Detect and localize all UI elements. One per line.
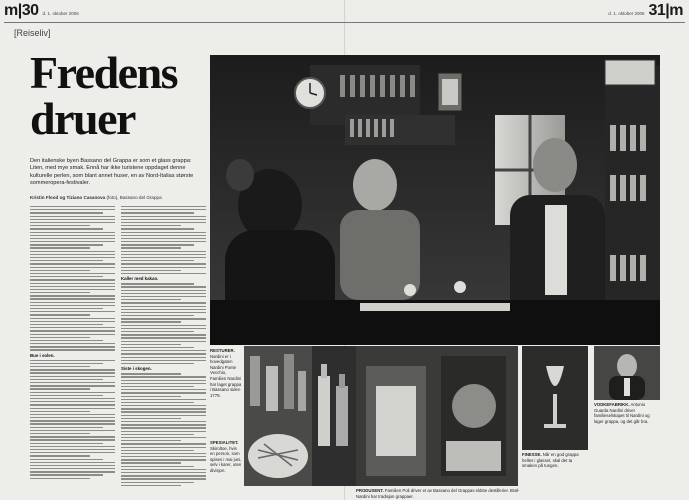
text-line [30,283,115,284]
text-line [121,334,206,335]
text-line [30,324,103,325]
text-line [121,257,206,258]
text-line [30,465,115,466]
caption-restoran [210,348,242,398]
right-page-meta: d. 1. oktober 2006 [608,11,645,16]
text-line [30,468,115,469]
caption-produsent [356,488,526,499]
text-line [121,431,206,432]
text-line [121,290,206,291]
text-line [30,411,90,412]
text-line [121,447,206,448]
text-line [121,302,206,303]
text-line [30,471,115,472]
text-line [30,260,103,261]
text-line [121,405,206,406]
text-line [121,286,206,287]
text-line [30,276,103,277]
text-line [30,314,90,315]
caption-produsent-title: PRODUSENT. [356,488,384,493]
text-line [30,340,103,341]
caption-spesialitet-text: Skiroltoe, hvis en person, som spises i mai juni, selv i karer, uten divisjon. [210,445,242,473]
text-line [121,216,206,217]
text-line [30,474,103,475]
text-line [30,459,103,460]
text-line [30,212,103,213]
text-line [30,420,115,421]
text-line [30,251,115,252]
text-line [121,251,206,252]
text-line [121,283,194,284]
text-line [30,321,115,322]
text-line [30,404,115,405]
text-line [121,462,181,463]
caption-vodkefabrikk-text: Antonio Guarda Nardini driver familieselskapet til Nardini og lager grappa, og det går bra. [594,402,650,424]
text-line [121,219,206,220]
text-line [30,343,115,344]
text-line [121,212,194,213]
text-line [30,398,115,399]
text-line [121,228,194,229]
text-line [30,219,115,220]
text-line [121,453,206,454]
photo-grappa-glass [522,346,588,450]
text-line [121,408,206,409]
text-line [121,443,206,444]
text-line [121,402,194,403]
text-line [121,427,206,428]
text-line [121,267,206,268]
caption-restoran-text: Nardini er i hovedgaten Nardini Ponte Vecchio, Familien Nardini har laget grappa i Bassano siden 1779. [210,353,242,398]
text-line [30,241,115,242]
text-line [30,235,115,236]
text-line [121,315,194,316]
main-photo-bar-interior [210,55,660,345]
text-line [121,263,206,264]
text-line [30,225,90,226]
caption-finesse-text: Når en god grappa helles i glasset, skal det ta smaken på tungen. [522,452,579,469]
text-line [30,209,115,210]
text-line [30,392,115,393]
text-line [30,254,115,255]
text-line [121,209,206,210]
text-line [121,392,206,393]
text-line [30,363,103,364]
text-line [121,299,181,300]
byline-role: (foto), Bassano del Grappa [106,195,162,200]
text-line [121,321,181,322]
article-column-2 [121,206,206,498]
caption-finesse-title: FINESSE. [522,452,542,457]
text-line [30,311,115,312]
text-line [30,279,115,280]
photo-grappa-bottles [312,346,356,486]
caption-restoran-title: RESTURER. [210,348,235,353]
byline-authors: Kristin Flood og Tiziano Casanova [30,195,106,200]
text-line [30,449,115,450]
text-line [121,270,181,271]
text-line [121,247,181,248]
caption-vodkefabrikk-title: VODKEFABRIKK. [594,402,630,407]
text-line [121,296,206,297]
text-line [121,222,206,223]
text-line [30,430,115,431]
text-line [30,337,90,338]
text-line [30,376,115,377]
text-line [30,401,115,402]
text-line [121,466,194,467]
text-line [30,327,115,328]
header-rule [4,22,685,23]
photo-distillery-interior [356,346,518,486]
text-line [121,424,206,425]
text-line [30,216,115,217]
text-line [30,414,115,415]
text-line [30,267,115,268]
text-line [121,469,206,470]
text-line [121,350,206,351]
text-line [121,328,206,329]
text-line [30,286,115,287]
text-line [30,443,103,444]
text-line [121,347,194,348]
text-line [30,247,90,248]
text-line [121,475,206,476]
text-line [121,360,206,361]
text-line [121,478,206,479]
caption-finesse [522,452,588,469]
text-line [30,273,115,274]
text-line [30,270,90,271]
text-line [30,289,115,290]
left-page-meta: d. 1. oktober 2006 [42,11,79,16]
text-line [30,388,90,389]
text-line [30,257,115,258]
text-line [121,309,206,310]
text-line [121,273,206,274]
text-line [121,383,206,384]
text-line [121,260,194,261]
text-line [30,305,115,306]
article-subhead: Kaller med kakao. [121,276,159,282]
text-line [121,415,206,416]
caption-produsent-text: Familien Poli driver et av Bassano del Grappas eldste destillerier. Brøl-Nardini har tradisjon grappaer. [356,488,520,499]
text-line [121,238,206,239]
text-line [30,452,115,453]
text-line [121,437,206,438]
text-line [30,372,115,373]
text-line [121,254,206,255]
text-line [30,295,115,296]
lead-paragraph: Den italienske byen Bassano del Grappa er som et glass grappa: Liten, med mye smak. Ennå har ikke turistene oppdaget denne kulturelle perlen, som blant annet huser, en av Nord-Italias største sommeropera-festivaler. [30,158,194,187]
text-line [121,331,194,332]
text-line [121,434,194,435]
text-line [121,241,206,242]
text-line [30,263,115,264]
text-line [30,433,90,434]
text-line [121,341,206,342]
text-line [121,450,194,451]
text-line [121,421,206,422]
text-line [30,446,115,447]
right-page-number: 31|m [648,2,683,19]
left-page-number: m|30 [4,2,39,19]
caption-spesialitet-title: SPESIALITET. [210,440,239,445]
text-line [30,346,115,347]
text-line [30,408,115,409]
bar-interior-illustration [210,55,660,345]
text-line [30,369,115,370]
text-line [30,395,103,396]
text-line [30,439,115,440]
text-line [30,222,115,223]
text-line [121,357,206,358]
text-line [121,482,194,483]
text-line [30,318,115,319]
text-line [30,228,103,229]
text-line [121,363,194,364]
text-line [121,232,206,233]
text-line [121,344,181,345]
text-line [30,478,90,479]
text-line [121,418,181,419]
text-line [30,360,115,361]
article-subhead: Bue i solen. [30,352,55,358]
text-line [121,318,206,319]
text-line [121,312,206,313]
text-line [30,366,90,367]
text-line [30,385,115,386]
text-line [30,423,115,424]
text-line [121,399,206,400]
text-line [121,472,206,473]
text-line [121,376,206,377]
text-line [121,206,206,207]
headline: Fredens druer [30,47,178,144]
text-line [30,417,115,418]
text-line [30,382,115,383]
text-line [121,293,206,294]
text-line [121,456,206,457]
text-line [121,396,181,397]
text-line [121,244,194,245]
text-line [121,306,206,307]
text-line [30,330,115,331]
text-line [30,232,115,233]
text-line [30,379,103,380]
text-line [30,427,103,428]
photo-distillery-hands [244,346,312,486]
caption-vodkefabrikk [594,402,660,424]
section-label: [Reiseliv] [14,28,51,38]
text-line [30,436,115,437]
text-line [121,353,206,354]
photo-owner-portrait [594,346,660,400]
text-line [30,308,103,309]
text-line [121,325,206,326]
text-line [121,411,206,412]
text-line [30,334,115,335]
text-line [30,349,115,350]
text-line [121,225,181,226]
text-line [30,455,90,456]
text-line [30,238,115,239]
text-line [30,244,103,245]
left-page-header [4,2,79,20]
text-line [30,462,115,463]
text-line [30,302,115,303]
text-line [30,298,115,299]
text-line [121,386,194,387]
article-body [30,206,206,498]
text-line [121,485,181,486]
text-line [30,206,115,207]
text-line [121,337,206,338]
text-line [121,459,206,460]
right-page-header [608,2,683,20]
article-column-1 [30,206,115,498]
text-line [121,235,206,236]
byline [30,195,206,200]
text-line [121,440,181,441]
text-line [121,380,206,381]
text-line [121,389,206,390]
caption-spesialitet [210,440,242,474]
text-line [121,373,181,374]
text-line [30,292,90,293]
article-subhead: Siste i skogen. [121,366,152,372]
